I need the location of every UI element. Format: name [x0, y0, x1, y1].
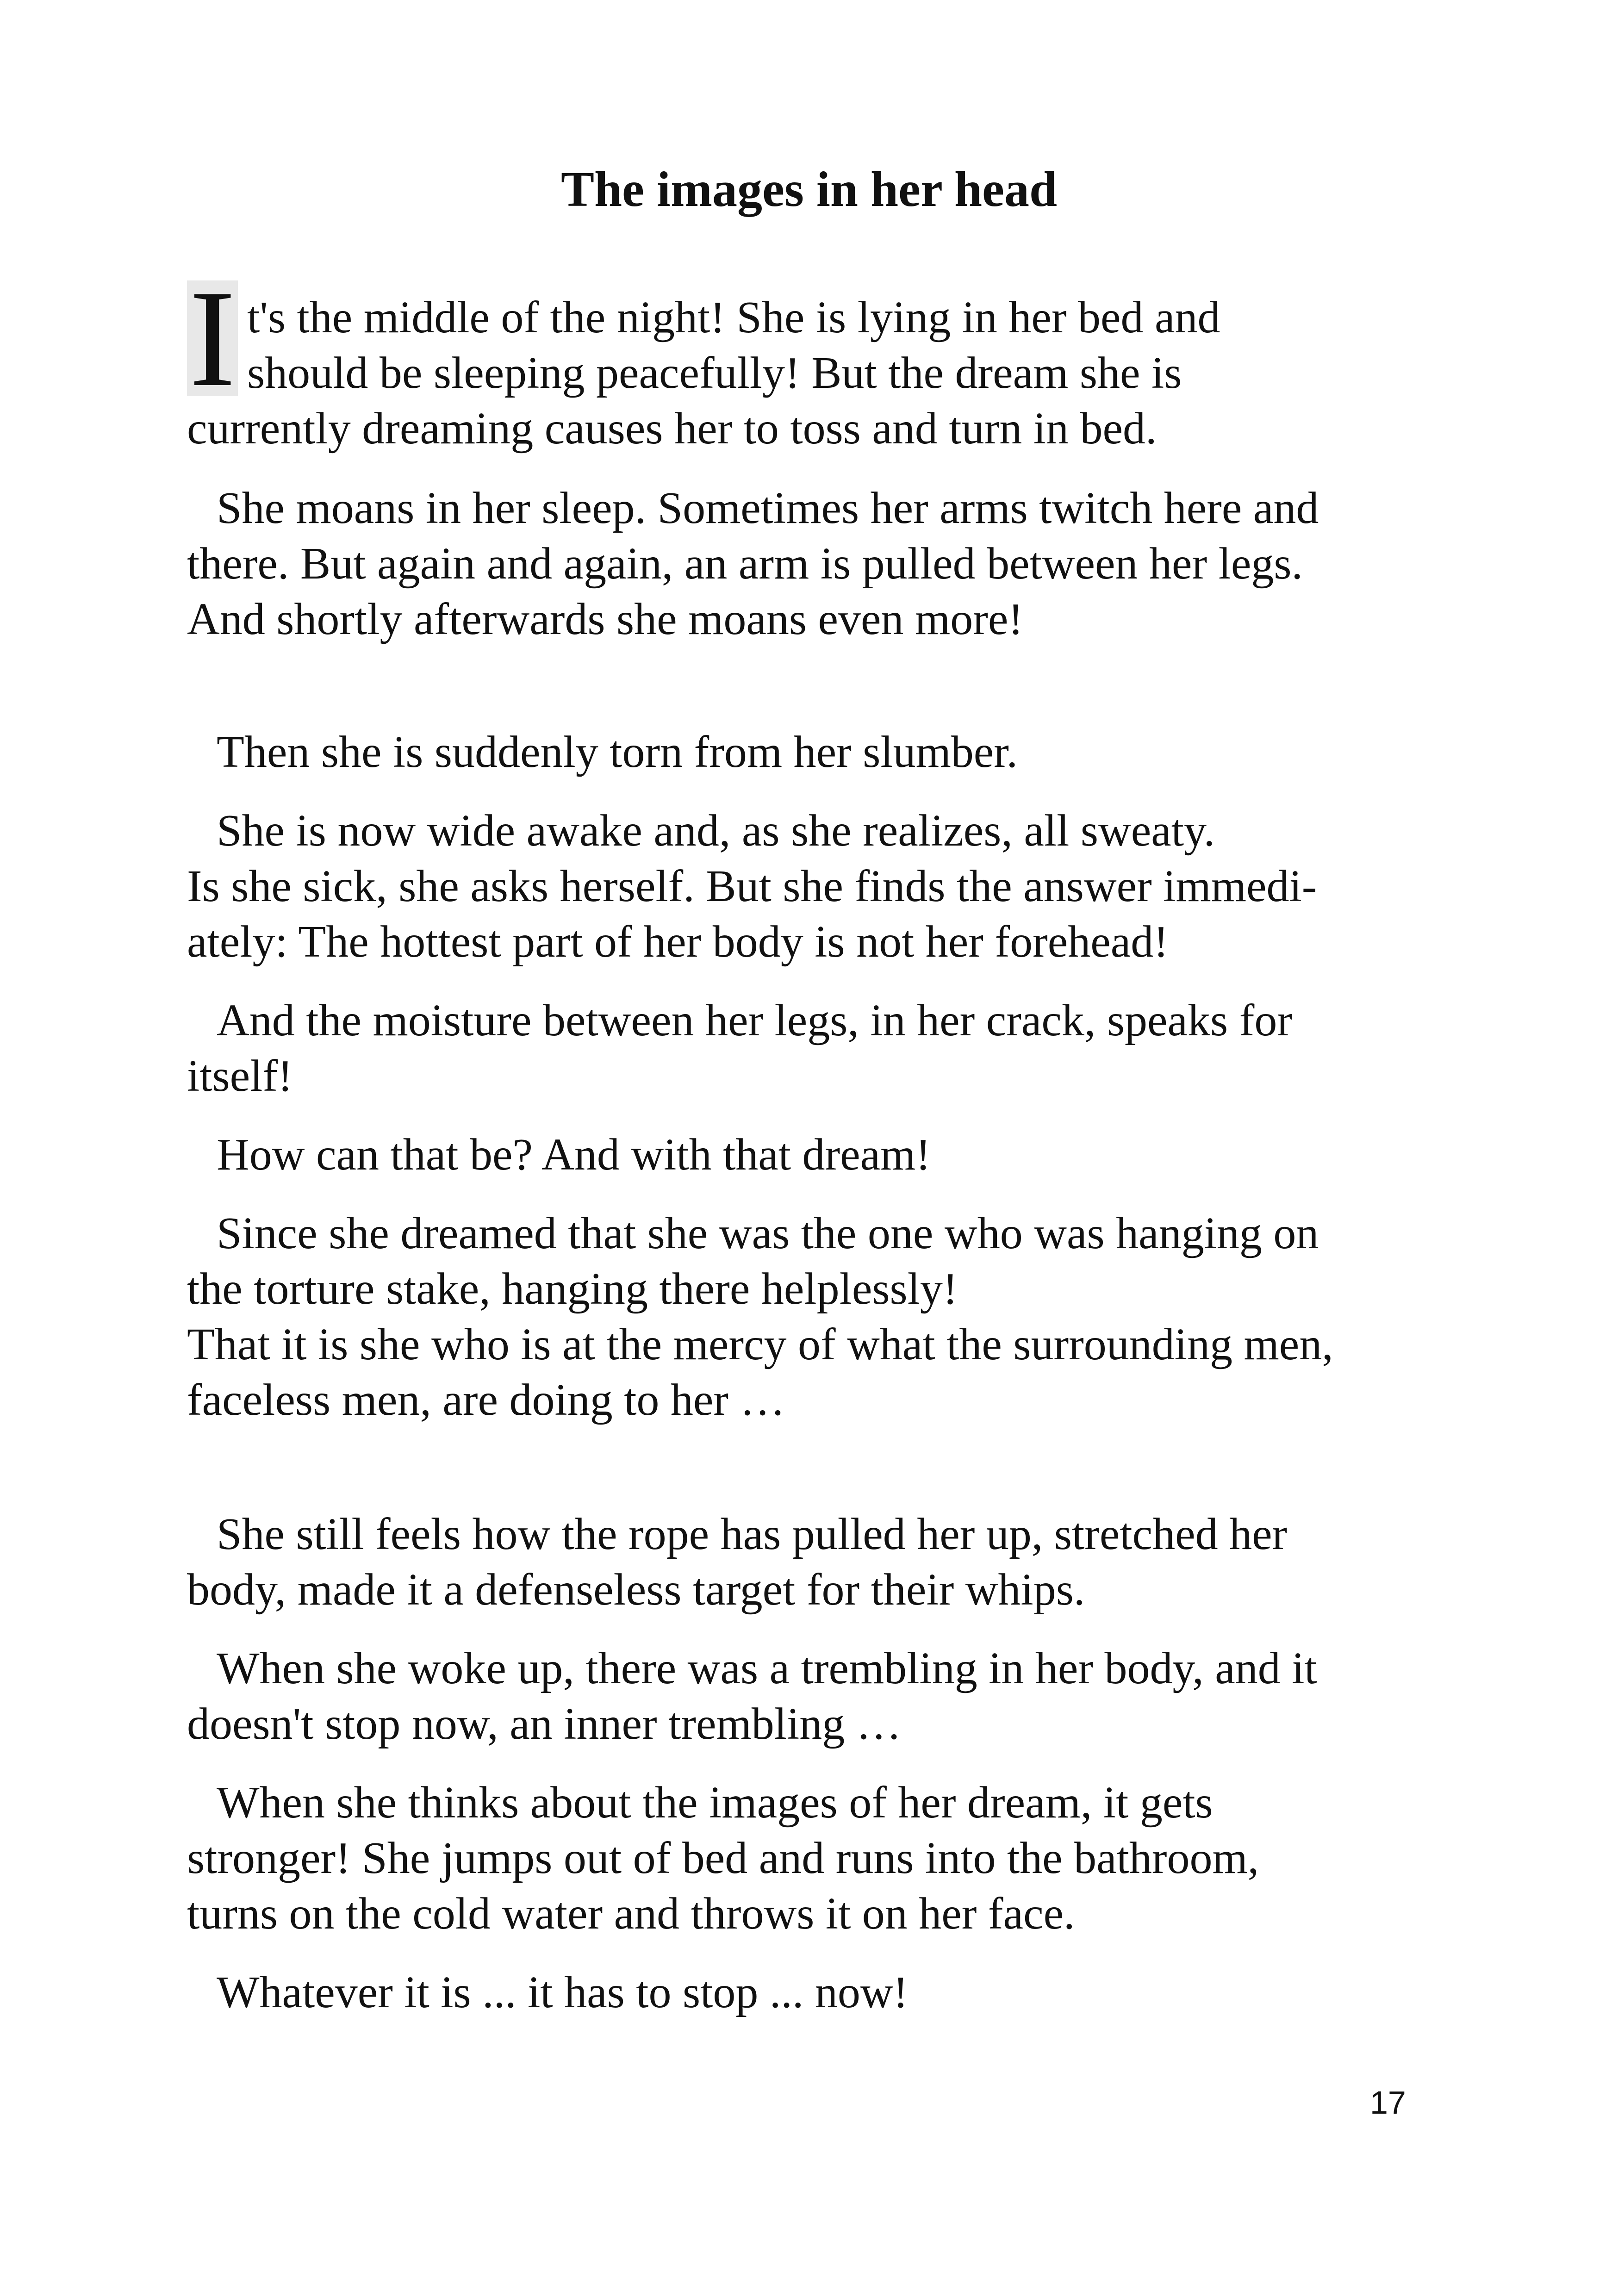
text-line: And the moisture between her legs, in her crack, speaks for [217, 996, 1292, 1045]
text-line: there. But again and again, an arm is pulled between her legs. [187, 539, 1303, 589]
text-line: How can that be? And with that dream! [217, 1130, 931, 1180]
text-line: doesn't stop now, an inner trembling … [187, 1699, 902, 1749]
text-line: faceless men, are doing to her … [187, 1375, 785, 1425]
text-line: That it is she who is at the mercy of what the surrounding men, [187, 1319, 1333, 1369]
text-line: t's the middle of the night! She is lying in her bed and [247, 292, 1220, 342]
text-line: Is she sick, she asks herself. But she finds the answer immedi- [187, 861, 1317, 911]
text-line: Then she is suddenly torn from her slumber. [217, 727, 1018, 777]
text-line: When she thinks about the images of her dream, it gets [217, 1778, 1213, 1828]
text-line: ately: The hottest part of her body is not her forehead! [187, 917, 1169, 967]
page-number: 17 [1370, 2084, 1406, 2121]
text-line: When she woke up, there was a trembling in her body, and it [217, 1643, 1317, 1693]
text-line: Since she dreamed that she was the one who was hanging on [217, 1208, 1319, 1258]
text-line: itself! [187, 1051, 293, 1101]
drop-cap: I [187, 280, 238, 396]
text-line: And shortly afterwards she moans even more! [187, 594, 1024, 644]
text-line: should be sleeping peacefully! But the dream she is [247, 348, 1182, 398]
text-line: She is now wide awake and, as she realizes, all sweaty. [217, 806, 1215, 856]
text-line: Whatever it is ... it has to stop ... now! [217, 1967, 909, 2017]
text-line: body, made it a defenseless target for their whips. [187, 1565, 1085, 1615]
text-line: the torture stake, hanging there helplessly! [187, 1264, 958, 1314]
text-line: She still feels how the rope has pulled her up, stretched her [217, 1509, 1288, 1559]
text-line: turns on the cold water and throws it on her face. [187, 1889, 1075, 1939]
chapter-title: The images in her head [560, 162, 1058, 217]
text-line: She moans in her sleep. Sometimes her arms twitch here and [217, 483, 1319, 533]
text-line: currently dreaming causes her to toss and turn in bed. [187, 404, 1157, 454]
text-line: stronger! She jumps out of bed and runs into the bathroom, [187, 1833, 1259, 1883]
